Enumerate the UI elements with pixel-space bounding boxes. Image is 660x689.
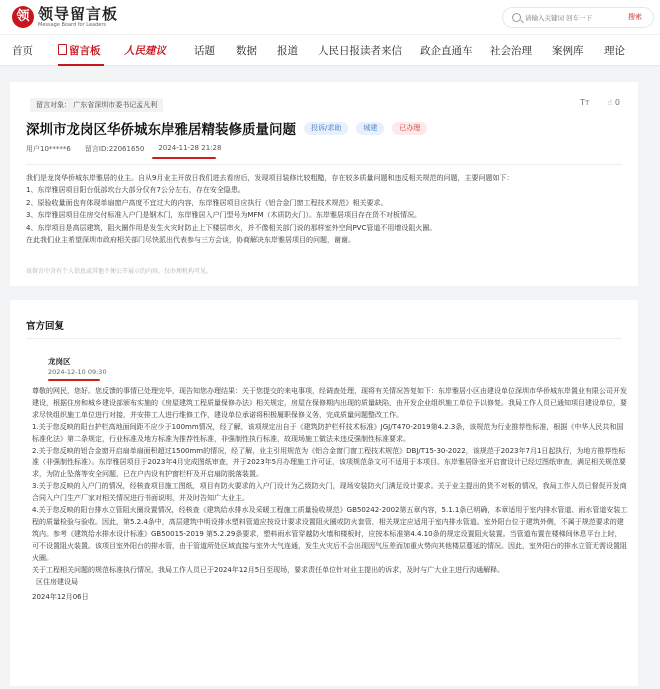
logo[interactable] [12,6,118,28]
reply-heading: 官方回复 [26,321,65,332]
like-count: 0 [614,98,620,107]
nav-governance[interactable]: 社会治理 [490,45,532,57]
reply-date-highlight-mark [48,379,100,381]
reply-paragraph: 3.关于您反映的入户门的情况，经核查项目施工图纸，项目有防火要求的入户门设计为乙级防火门，现场安装防火门满足设计要求。关于业主提出的货不对板的情况，我局工作人员已督促开发商合同入户门生产厂家对相关情况进行书面说明，并及时告知广大业主。 [32,482,627,503]
tag-complaint[interactable]: 投诉/求助 [304,122,348,135]
message-paragraph: 4、东岸项目是高层建筑，阻火圈作用是发生火灾时防止上下楼层串火，并不像相关部门说的那样室外空间PVC管道不用增设阻火圈。 [26,223,437,232]
reply-paragraph: 尊敬的网民，您好。您反馈的事情已处理完毕，现告知您办理结果：关于您提交的来电事项，经调查处理，现将有关情况答复如下：东岸雅居小区由建设单位深圳市华侨城东岸置业有限公司开发建设，根据住房和城乡建设部颁布实施的《房屋建筑工程质量保修办法》相关规定，房屋在保修期内出现的质量缺陷，由开发企业组织施工单位予以修复。我局工作人员已通知项目建设单位，要求尽快组织施工单位进行对接，并安排工人进行维修工作，建设单位承诺将积极履职保修义务，完成质量问题整改工作。 [32,387,627,419]
message-user: 用户10*****6 [26,145,71,153]
reply-paragraph: 1.关于您反映的阳台护栏高地面间距不应少于100mm情况，经了解，该项规定出自于《建筑防护栏杆技术标准》JGJ/T470-2019第4.2.3条，该规范为行业推荐性标准，根据《中华人民共和国标准化法》第二条规定，行业标准及地方标准为推荐性标准，非强制性执行标准，故现场施工做法未违反强制性标准要求。 [32,422,624,443]
thumb-up-icon: ☝ [607,98,613,107]
reply-body [32,386,628,604]
reply-sign-date: 2024年12月06日 [32,593,89,602]
nav-message-board[interactable]: 留言板 [58,43,101,58]
message-title: 深圳市龙岗区华侨城东岸雅居精装修质量问题 [26,122,296,138]
message-body [26,172,624,246]
reply-paragraph: 关于工程相关问题的规范标准执行情况，我局工作人员已于2024年12月5日至现场，要求责任单位针对业主提出的诉求，及时与广大业主进行沟通解释。 [32,565,505,574]
message-card [10,82,638,286]
logo-icon: 领 [12,6,34,28]
tag-urban[interactable]: 城建 [356,122,384,135]
nav-suggestions[interactable]: 人民建议 [124,45,166,57]
message-target: 留言对象： 广东省深圳市委书记孟凡利 [30,98,163,112]
message-paragraph: 在此我们业主希望深圳市政府相关部门尽快派出代表参与三方会谈，协商解决东岸雅居项目的问题，谢谢。 [26,236,355,245]
top-bar [0,0,660,34]
message-paragraph: 2、原验收量面也有体现单扇窗户高度不宜过大的内容，东岸雅居项目应执行《铝合金门窗工程技术规范》相关要求。 [26,198,388,207]
status-badge: 已办理 [392,122,427,135]
message-meta [26,144,221,154]
nav-enterprise[interactable]: 政企直通车 [420,45,473,57]
message-paragraph: 我们是龙岗华侨城东岸雅居的业主。自从9月业主开放日我们进去看房后，发现项目装修比较粗糙，存在较多质量问题和违反相关规范的问题，主要问题如下： [26,174,514,182]
logo-subtitle: Message Board for Leaders [38,22,107,28]
reply-entry [32,346,628,676]
reply-date: 2024-12-10 09:30 [48,368,107,376]
reply-signature: 区住房建设局 [36,577,78,586]
message-paragraph: 1、东岸雅居项目阳台低部坎台大部分仅有7公分左右，存在安全隐患。 [26,186,245,195]
nav-reader-letters[interactable]: 人民日报读者来信 [318,45,402,57]
reply-paragraph: 2.关于您反映的铝合金窗开启扇单扇面积超过1500mm的情况，经了解，业主引用规范为《铝合金窗门窗工程技术规范》DBJ/T15-30-2022，该规范于2023年7月1日起执行，为地方推荐性标准（非强制性标准）。东岸雅居项目于2023年4月完成图纸审查，并于2023年5月办理施工许可证，该项规范条文可不适用于本项目。东岸雅居卧室开启窗设计已经过图纸审查，满足相关规范要求，为防止坠落等安全问题，已在户内设有护窗栏杆及开启扇防脱落装置。 [32,446,627,479]
search-button[interactable]: 搜索 [628,13,642,21]
privacy-notice: 该留言中含有个人信息或其他不便公开展示的内容，仅办理机构可见。 [26,268,213,275]
message-date: 2024-11-28 21:28 [158,144,222,152]
divider [26,164,622,165]
reply-department: 龙岗区 [48,357,71,366]
nav-cases[interactable]: 案例库 [552,45,584,57]
font-size-icon[interactable]: Tт [579,98,590,107]
nav-active-indicator [58,64,104,66]
reply-paragraph: 4.关于您反映的阳台排水立管阻火圈设置情况，经核查《建筑给水排水及采暖工程施工质量验收规范》GB50242-2002第五章内容，5.1.1条已明确，本章适用于室内排水管道、雨水管道安装工程的质量检验与验收。因此，第5.2.4条中，高层建筑中明设排水塑料管道应按设计要求设置阻火圈或防火套管，相关规定应适用于室内排水管道。室外阳台位于建筑外侧，不属于规范要求的建筑内。参考《建筑给水排水设计标准》GB50015-2019 第5.2.29条要求，塑料雨水管穿越防火墙和楼板时，应按本标准第4.4.10条的规定设置阻火装置。当管道布置在楼梯间休息平台上时，可不设置阻火装置。该项目室外阳台的排水管，由于管道所处区域直接与室外大气连通，发生火灾后不会出现因气压差而加重火势向其他楼层蔓延的情况。因此，室外阳台的排水立管无需设置阻火圈。 [32,506,628,562]
reply-card [10,300,638,686]
nav-home[interactable]: 首页 [12,45,33,57]
message-tools [580,98,620,107]
divider [26,338,622,339]
like-button[interactable] [607,98,620,107]
nav-topics[interactable]: 话题 [194,45,215,57]
search-icon [512,13,521,22]
nav-theory[interactable]: 理论 [604,45,625,57]
nav-reports[interactable]: 报道 [277,45,298,57]
nav-data[interactable]: 数据 [236,45,257,57]
message-id: 留言ID:22061650 [84,145,145,153]
message-paragraph: 3、东岸雅居项目住房交付标准入户门是钢木门，东岸雅居入户门型号为MFM（木质防火门）。东岸雅居项目存在货不对板情况。 [26,211,422,220]
main-nav [0,34,660,66]
logo-title: 领导留言板 [38,5,119,23]
date-highlight-mark [152,157,216,159]
search-box [502,7,654,28]
search-input[interactable] [525,11,621,25]
message-board-icon [58,44,67,55]
